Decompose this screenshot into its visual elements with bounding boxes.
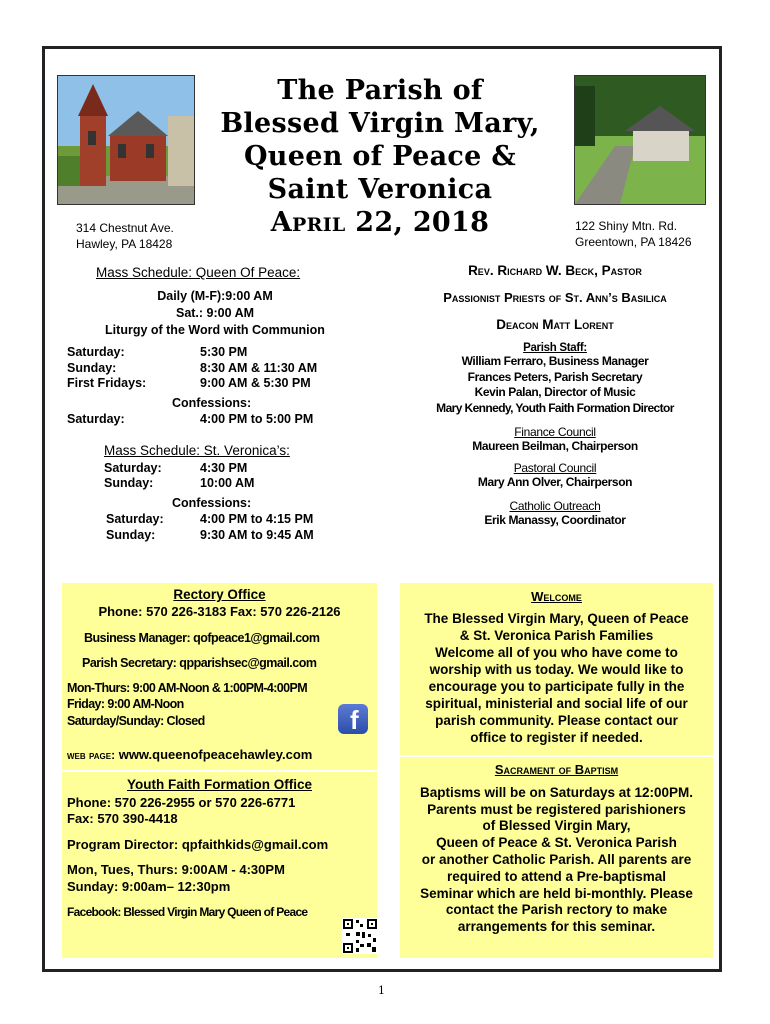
- bulletin-title: [190, 74, 570, 239]
- passionist-line: Passionist Priests of St. Ann’s Basilica: [443, 290, 667, 305]
- finance-council-member: Maureen Beilman, Chairperson: [472, 438, 638, 453]
- staff-member: Kevin Palan, Director of Music: [474, 385, 636, 399]
- baptism-line: contact the Parish rectory to make: [445, 902, 668, 918]
- schedule-time: 9:00 AM & 5:30 PM: [200, 376, 311, 390]
- rectory-phone: Phone: 570 226-3183 Fax: 570 226-2126: [98, 604, 341, 619]
- schedule-day: Saturday:: [104, 461, 162, 475]
- schedule-time: 4:00 PM to 4:15 PM: [200, 512, 314, 526]
- daily-mass: Daily (M-F):9:00 AM: [157, 289, 273, 303]
- baptism-line: required to attend a Pre-baptismal: [446, 868, 667, 884]
- youth-hours: Sunday: 9:00am– 12:30pm: [67, 879, 231, 894]
- program-director-email: Program Director: qpfaithkids@gmail.com: [67, 837, 329, 852]
- staff-member: Frances Peters, Parish Secretary: [467, 369, 643, 384]
- title-line-4: Saint Veronica: [267, 174, 493, 205]
- rectory-hours: Mon-Thurs: 9:00 AM-Noon & 1:00PM-4:00PM: [67, 681, 308, 695]
- web-page: [67, 747, 312, 762]
- web-page-link[interactable]: www.queenofpeacehawley.com: [118, 747, 313, 762]
- welcome-section: [400, 588, 713, 746]
- schedule-time: 9:30 AM to 9:45 AM: [200, 528, 314, 542]
- baptism-heading: Sacrament of Baptism: [494, 762, 619, 777]
- schedule-time: 4:00 PM to 5:00 PM: [200, 412, 314, 426]
- baptism-line: Parents must be registered parishioners: [427, 801, 686, 817]
- baptism-line: Seminar which are held bi-monthly. Please: [420, 885, 693, 901]
- confessions-label: Confessions:: [172, 496, 252, 510]
- baptism-line: arrangements for this seminar.: [457, 919, 656, 935]
- schedule-day: Saturday:: [67, 412, 125, 426]
- baptism-line: of Blessed Virgin Mary,: [482, 818, 631, 834]
- rectory-hours: Saturday/Sunday: Closed: [67, 714, 205, 728]
- title-line-3: Queen of Peace &: [243, 141, 516, 172]
- business-manager-email: Business Manager: qofpeace1@gmail.com: [84, 631, 320, 645]
- saturday-mass: Sat.: 9:00 AM: [175, 306, 255, 320]
- saint-veronica-church-photo: [574, 75, 706, 205]
- qr-code-icon: [342, 918, 378, 954]
- queen-of-peace-church-photo: [57, 75, 195, 205]
- welcome-heading: Welcome: [531, 589, 582, 604]
- sv-schedule-heading: Mass Schedule: St. Veronica’s:: [104, 443, 290, 458]
- schedule-time: 4:30 PM: [200, 461, 248, 475]
- welcome-line: Welcome all of you who have come to: [435, 645, 678, 660]
- parish-staff-heading: Parish Staff:: [523, 342, 587, 354]
- baptism-line: or another Catholic Parish. All parents are: [421, 851, 692, 867]
- saint-veronica-address: [575, 218, 692, 250]
- staff-member: William Ferraro, Business Manager: [461, 354, 649, 368]
- schedule-day: First Fridays:: [67, 376, 147, 390]
- schedule-day: Saturday:: [67, 345, 125, 359]
- youth-hours: Mon, Tues, Thurs: 9:00AM - 4:30PM: [67, 862, 285, 877]
- baptism-line: Baptisms will be on Saturdays at 12:00PM.: [419, 784, 694, 800]
- schedule-time: 8:30 AM & 11:30 AM: [200, 361, 318, 375]
- welcome-line: encourage you to participate fully in the: [428, 679, 685, 694]
- staff-member: Mary Kennedy, Youth Faith Formation Director: [436, 400, 674, 415]
- address-line: Hawley, PA 18428: [76, 237, 173, 251]
- address-line: 314 Chestnut Ave.: [76, 221, 174, 235]
- confessions-label: Confessions:: [172, 396, 252, 410]
- address-line: 122 Shiny Mtn. Rd.: [575, 219, 678, 233]
- queen-of-peace-address: [76, 220, 174, 252]
- rectory-hours: Friday: 9:00 AM-Noon: [67, 697, 184, 711]
- youth-facebook: Facebook: Blessed Virgin Mary Queen of Peace: [67, 905, 308, 919]
- pastoral-council-heading: Pastoral Council: [513, 460, 597, 475]
- web-page-label: web page:: [67, 748, 116, 762]
- welcome-line: parish community. Please contact our: [435, 713, 678, 728]
- title-line-1: The Parish of: [277, 75, 483, 106]
- schedule-day: Saturday:: [106, 512, 164, 526]
- catholic-outreach-member: Erik Manassy, Coordinator: [484, 512, 626, 527]
- pastoral-council-member: Mary Ann Olver, Chairperson: [477, 474, 633, 489]
- schedule-day: Sunday:: [104, 476, 154, 490]
- liturgy-note: Liturgy of the Word with Communion: [105, 323, 325, 337]
- facebook-icon[interactable]: f: [338, 704, 368, 734]
- baptism-section: [400, 762, 713, 936]
- youth-phone: Phone: 570 226-2955 or 570 226-6771: [67, 795, 296, 810]
- parish-secretary-email: Parish Secretary: qpparishsec@gmail.com: [82, 656, 317, 670]
- address-line: Greentown, PA 18426: [575, 235, 692, 249]
- finance-council-heading: Finance Council: [514, 424, 596, 439]
- youth-fax: Fax: 570 390-4418: [67, 811, 178, 826]
- rectory-heading: Rectory Office: [173, 587, 266, 602]
- schedule-day: Sunday:: [106, 528, 156, 542]
- bulletin-date: April 22, 2018: [270, 207, 490, 238]
- catholic-outreach-heading: Catholic Outreach: [509, 498, 601, 513]
- youth-heading: Youth Faith Formation Office: [127, 777, 312, 792]
- schedule-time: 10:00 AM: [200, 476, 255, 490]
- qop-schedule-heading: Mass Schedule: Queen Of Peace:: [96, 265, 301, 280]
- schedule-time: 5:30 PM: [200, 345, 248, 359]
- baptism-line: Queen of Peace & St. Veronica Parish: [436, 835, 677, 851]
- welcome-line: office to register if needed.: [470, 730, 643, 745]
- schedule-day: Sunday:: [67, 361, 117, 375]
- pastor-line: Rev. Richard W. Beck, Pastor: [468, 263, 642, 278]
- staff-column: [400, 263, 710, 527]
- deacon-line: Deacon Matt Lorent: [496, 317, 614, 332]
- title-line-2: Blessed Virgin Mary,: [220, 108, 540, 139]
- welcome-line: spiritual, ministerial and social life of our: [425, 696, 688, 711]
- welcome-line: The Blessed Virgin Mary, Queen of Peace: [424, 611, 689, 626]
- welcome-line: & St. Veronica Parish Families: [459, 628, 654, 643]
- welcome-line: worship with us today. We would like to: [429, 662, 684, 677]
- page-number: 1: [378, 984, 385, 997]
